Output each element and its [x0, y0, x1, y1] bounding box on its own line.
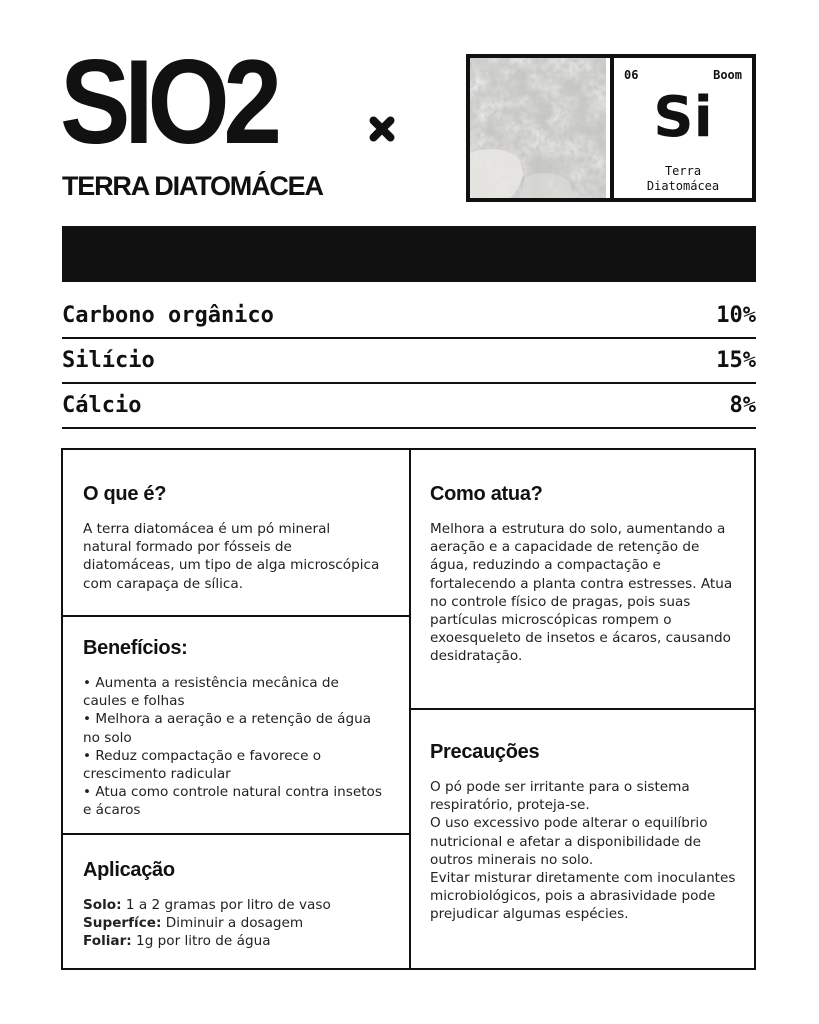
section-heading: Aplicação [83, 859, 175, 881]
element-name: Terra Diatomácea [646, 164, 720, 193]
section-text: O uso excessivo pode alterar o equilíbrio nutricional e afetar a disponibilidade de outros minerais no solo. [430, 815, 708, 868]
benefits-list [83, 674, 383, 820]
nutrient-value: 15% [716, 348, 756, 373]
application-label: Foliar: [83, 933, 132, 950]
nutrient-value: 8% [729, 393, 756, 418]
application-label: Superfíce: [83, 915, 162, 932]
list-item: • Reduz compactação e favorece o crescimento radicular [83, 747, 322, 783]
application-line [83, 914, 383, 932]
list-item: • Melhora a aeração e a retenção de água no solo [83, 711, 372, 746]
nutrient-list [62, 294, 756, 429]
list-item: • Atua como controle natural contra insetos e ácaros [83, 784, 382, 819]
nutrient-row [62, 384, 756, 429]
section-text: Evitar misturar diretamente com inoculantes microbiológicos, pois a abrasividade pode prejudicar algumas espécies. [430, 870, 736, 923]
grid-divider [63, 833, 409, 835]
section-how [430, 482, 738, 666]
nutrient-name: Silício [62, 348, 155, 373]
section-heading: Precauções [430, 741, 540, 763]
section-what [83, 482, 383, 593]
periodic-tile [614, 58, 752, 198]
section-benefits [83, 636, 383, 820]
list-item: • Aumenta a resistência mecânica de caules e folhas [83, 675, 339, 710]
section-precautions [430, 740, 738, 924]
product-subtitle: TERRA DIATOMÁCEA [62, 171, 323, 201]
header-divider-bar [62, 226, 756, 282]
element-group: Boom [713, 68, 742, 82]
nutrient-name: Carbono orgânico [62, 303, 274, 328]
application-line [83, 896, 383, 914]
application-label: Solo: [83, 897, 122, 913]
section-heading: O que é? [83, 483, 167, 505]
application-value: Diminuir a dosagem [161, 915, 304, 932]
section-heading: Benefícios: [83, 637, 188, 659]
section-text: Melhora a estrutura do solo, aumentando a aeração e a capacidade de retenção de água, reduzindo a compactação e fortalecendo a planta contra estresses. Atua no controle físico de pragas, pois suas partículas microscópicas rompem o exoesqueleto de insetos e ácaros, causando desidratação. [430, 521, 733, 665]
section-text: A terra diatomácea é um pó mineral natural formado por fósseis de diatomáceas, um tipo de alga microscópica com carapaça de sílica. [83, 521, 380, 592]
grid-divider [411, 708, 754, 710]
info-grid [61, 448, 756, 970]
nutrient-name: Cálcio [62, 393, 142, 418]
section-text: O pó pode ser irritante para o sistema respiratório, proteja-se. [430, 779, 690, 814]
application-value: 1 a 2 gramas por litro de vaso [121, 897, 331, 913]
element-symbol: Si [653, 85, 713, 150]
nutrient-row [62, 339, 756, 384]
nutrient-row [62, 294, 756, 339]
cross-icon [368, 115, 396, 143]
section-heading: Como atua? [430, 483, 543, 505]
product-title: SIO2 [60, 35, 277, 169]
element-card [466, 54, 756, 202]
grid-divider [63, 615, 409, 617]
element-number: 06 [624, 68, 639, 82]
diatomaceous-earth-photo [470, 58, 614, 198]
application-line [83, 932, 383, 950]
nutrient-value: 10% [716, 303, 756, 328]
section-application [83, 858, 383, 951]
application-value: 1g por litro de água [131, 933, 271, 950]
